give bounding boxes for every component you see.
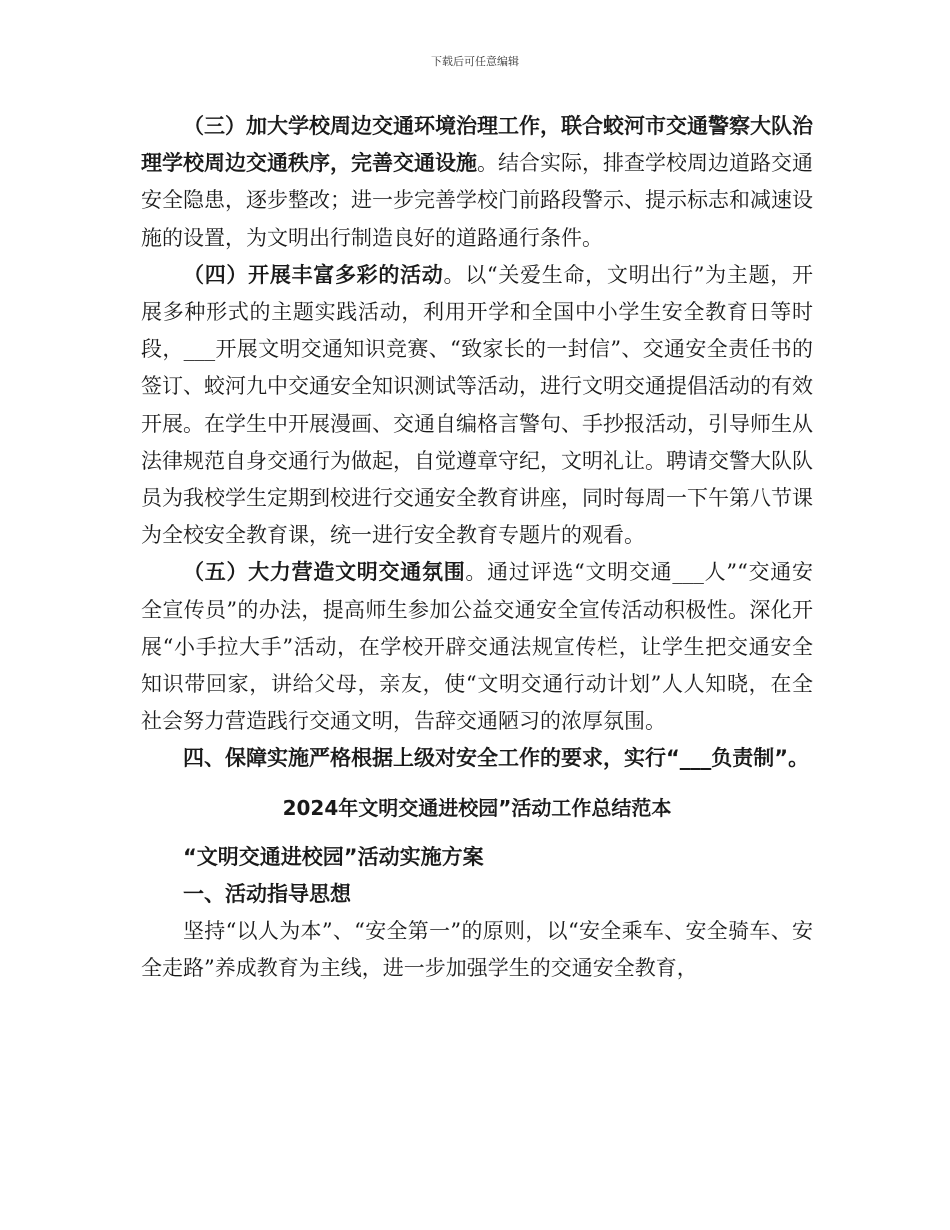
plan-heading-1: 一、活动指导思想: [183, 882, 351, 907]
section-5-text: 。通过评选“文明交通___人”“交通安全宣传员”的办法，提高师生参加公益交通安全宣传活动积极性。深化开展“小手拉大手”活动，在学校开辟交通法规宣传栏，让学生把交通安全知识带回家，讲给父母，亲友，使“文明交通行动计划”人人知晓，在全社会努力营造践行交通文明，告辞交通陋习的浓厚氛围。: [141, 560, 813, 734]
document-title: 2024年文明交通进校园”活动工作总结范本: [282, 795, 672, 820]
section-5-heading: （五）大力营造文明交通氛围: [183, 560, 466, 585]
section-4-heading: （四）开展丰富多彩的活动: [183, 262, 444, 287]
paragraph-section-3: [141, 108, 813, 257]
section-4-guarantee-heading: 四、保障实施严格根据上级对安全工作的要求，实行“___负责制”。: [183, 746, 810, 771]
section-4-text: 。以“关爱生命，文明出行”为主题，开展多种形式的主题实践活动，利用开学和全国中小学生安全教育日等时段，___开展文明交通知识竞赛、“致家长的一封信”、交通安全责任书的签订、蛟河九中交通安全知识测试等活动，进行文明交通提倡活动的有效开展。在学生中开展漫画、交通自编格言警句、手抄报活动，引导师生从法律规范自身交通行为做起，自觉遵章守纪，文明礼让。聘请交警大队队员为我校学生定期到校进行交通安全教育讲座，同时每周一下午第八节课为全校安全教育课，统一进行安全教育专题片的观看。: [141, 262, 813, 548]
paragraph-section-5: [141, 554, 813, 740]
section-3-heading: （三）加大学校周边交通环境治理工作，联合蛟河市交通警察大队治理学校周边交通秩序，完善交通设施: [141, 114, 813, 176]
plan-title: “文明交通进校园”活动实施方案: [183, 844, 484, 869]
plan-paragraph-1: 坚持“以人为本”、“安全第一”的原则，以“安全乘车、安全骑车、安全走路”养成教育为主线，进一步加强学生的交通安全教育，: [141, 919, 813, 981]
section-3-text: 。结合实际，排查学校周边道路交通安全隐患，逐步整改；进一步完善学校门前路段警示、提示标志和减速设施的设置，为文明出行制造良好的道路通行条件。: [141, 151, 813, 250]
document-body: [141, 108, 813, 988]
paragraph-section-4: [141, 257, 813, 555]
page-header-note: 下载后可任意编辑: [431, 55, 519, 68]
